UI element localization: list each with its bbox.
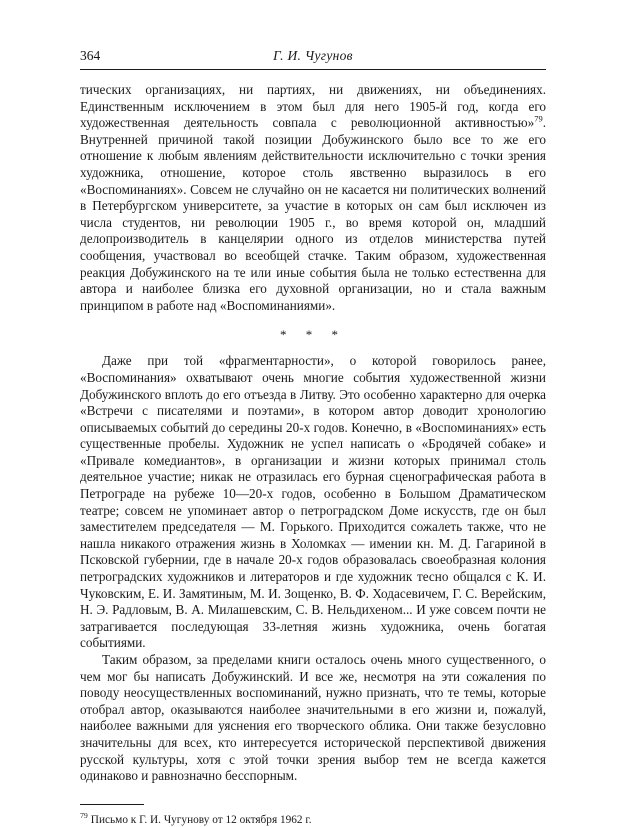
running-head (80, 44, 546, 66)
page-number: 364 (80, 48, 101, 63)
header-rule (80, 69, 546, 70)
paragraph-1 (80, 82, 546, 314)
body-text (80, 82, 546, 785)
running-title: Г. И. Чугунов (273, 48, 353, 63)
footnote-reference: 79 (534, 113, 543, 124)
book-page (80, 44, 546, 827)
footnote-text: Письмо к Г. И. Чугунову от 12 октября 1962 г. (90, 813, 312, 826)
paragraph-2: Даже при той «фрагментарности», о которой говорилось ранее, «Воспоминания» охватывают очень многие события художественной жизни Добужинского вплоть до его отъезда в Литву. Это особенно характерно для очерка «Встречи с писателями и поэтами», в котором автор доводит хронологию описываемых событий до середины 20-х годов. Конечно, в «Воспоминаниях» есть существенные пробелы. Художник не успел написать о «Бродячей собаке» и «Привале комедиантов», в организации и жизни которых принимал столь деятельное участие; никак не отразилась его бурная сценографическая работа в Петрограде на рубеже 10—20-х годов, особенно в Большом Драматическом театре; совсем не упоминает автор о петроградском Доме искусств, где он был заместителем председателя — М. Горького. Приходится сожалеть также, что не нашла никакого отражения жизнь в Холомках — имении кн. М. Д. Гагариной в Псковской губернии, где в начале 20-х годов образовалась своеобразная колония петроградских художников и литераторов и где художник тесно общался с К. И. Чуковским, Е. И. Замятиным, М. И. Зощенко, В. Ф. Ходасевичем, Г. С. Верейским, Н. Э. Радловым, В. А. Милашевским, С. В. Нельдихеном... И уже совсем почти не затрагивается последующая 33-летняя жизнь художника, очень богатая событиями. (80, 353, 546, 651)
paragraph-1-continuation: . Внутренней причиной такой позиции Добужинского было все то же его отношение к любым явлениям действительности исключительно с точки зрения художника, отношение, которое столь явственно выразилось в его «Воспоминаниях». Совсем не случайно он не касается ни политических волнений в Петербургском университете, за участие в которых он сам был исключен из числа студентов, ни революции 1905 г., во время которой он, младший делопроизводитель в канцелярии одного из отделов министерства путей сообщения, участвовал во всеобщей стачке. Таким образом, художественная реакция Добужинского на те или иные события была не только естественна для автора и наиболее близка его духовной организации, но и стала важным принципом в работе над «Воспоминаниями». (80, 115, 546, 313)
footnote-rule (80, 804, 144, 805)
paragraph-3: Таким образом, за пределами книги осталось очень много существенного, о чем мог бы написать Добужинский. И все же, несмотря на эти сожаления по поводу неосуществленных воспоминаний, нужно признать, что те темы, которые отобрал автор, оказываются наиболее значительными в его жизни и, пожалуй, наиболее важными для уяснения его творческого облика. Они также безусловно значительны для всех, кто интересуется исторической перспективой движения русской культуры, хотя с этой точки зрения выбор тем не всегда кажется одинаково и равнозначно бесспорным. (80, 652, 546, 784)
section-break: * * * (280, 327, 346, 343)
footnote-number: 79 (80, 810, 88, 820)
paragraph-1-text: тических организациях, ни партиях, ни движениях, ни объединениях. Единственным исключением в этом был для него 1905-й год, когда его художественная деятельность совпала с революционной активностью» (80, 82, 546, 131)
footnote (80, 810, 546, 827)
